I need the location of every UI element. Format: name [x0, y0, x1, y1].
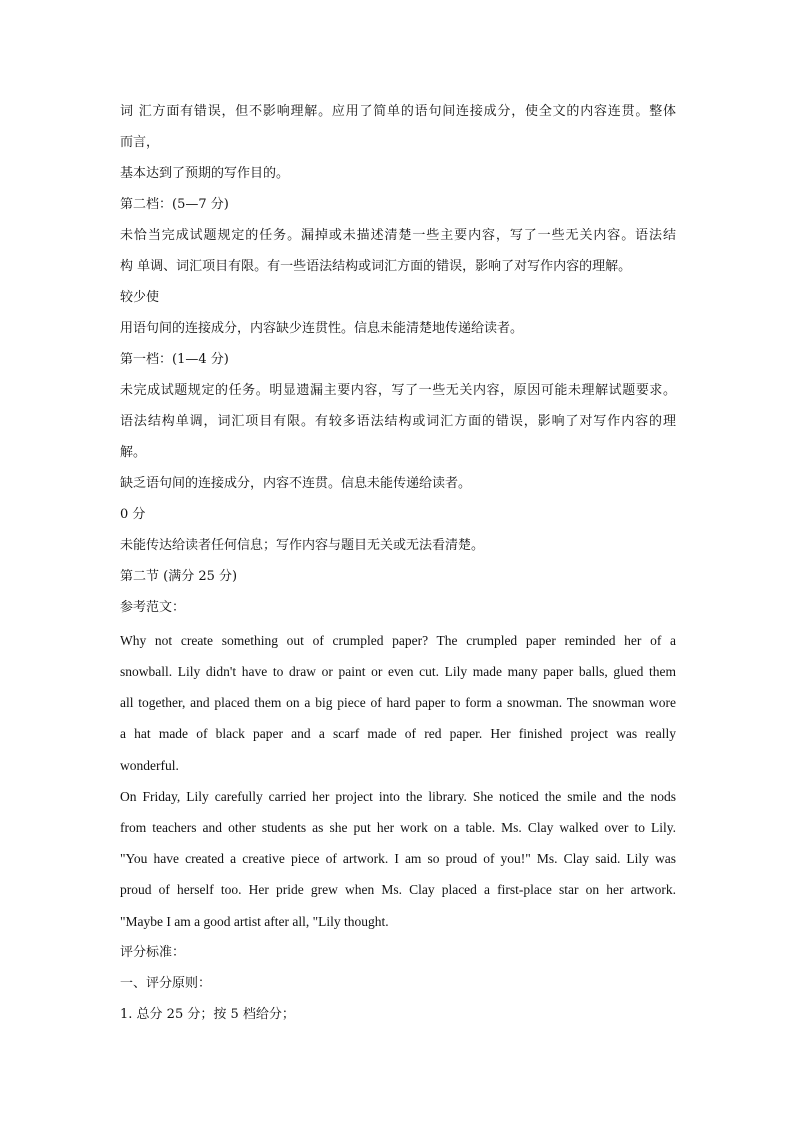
essay-line: wonderful.	[120, 758, 179, 773]
essay-line: proud of herself too. Her pride grew when Ms. Clay placed a first-place star on her artwork.	[120, 882, 676, 897]
text-line: 未能传达给读者任何信息；写作内容与题目无关或无法看清楚。	[120, 538, 485, 553]
text-line: 未恰当完成试题规定的任务。漏掉或未描述清楚一些主要内容，写了一些无关内容。语法结	[120, 228, 676, 243]
text-line: 解。	[120, 445, 147, 460]
text-line: 构 单调、词汇项目有限。有一些语法结构或词汇方面的错误，影响了对写作内容的理解。	[120, 259, 632, 274]
text-line: 未完成试题规定的任务。明显遗漏主要内容，写了一些无关内容，原因可能未理解试题要求。	[120, 383, 676, 398]
text-line: 词 汇方面有错误，但不影响理解。应用了简单的语句间连接成分，使全文的内容连贯。整体	[120, 104, 676, 119]
text-line: 而言，	[120, 135, 160, 150]
essay-line: "You have created a creative piece of artwork. I am so proud of you!" Ms. Clay said. Lily was	[120, 851, 676, 866]
text-line: 语法结构单调，词汇项目有限。有较多语法结构或词汇方面的错误，影响了对写作内容的理	[120, 414, 676, 429]
section-heading: 第一档：(1—4 分)	[120, 352, 229, 367]
essay-line: Why not create something out of crumpled paper? The crumpled paper reminded her of a	[120, 633, 676, 648]
text-line: 1. 总分 25 分；按 5 档给分；	[120, 1007, 295, 1022]
text-line: 缺乏语句间的连接成分，内容不连贯。信息未能传递给读者。	[120, 476, 472, 491]
section-heading: 评分标准：	[120, 945, 186, 960]
text-line: 基本达到了预期的写作目的。	[120, 166, 290, 181]
essay-line: from teachers and other students as she put her work on a table. Ms. Clay walked over to Lily.	[120, 820, 676, 835]
section-heading: 第二节 (满分 25 分)	[120, 569, 238, 584]
text-line: 用语句间的连接成分，内容缺少连贯性。信息未能清楚地传递给读者。	[120, 321, 524, 336]
essay-line: On Friday, Lily carefully carried her project into the library. She noticed the smile and the nods	[120, 789, 676, 804]
essay-line: snowball. Lily didn't have to draw or paint or even cut. Lily made many paper balls, glued them	[120, 664, 676, 679]
essay-line: all together, and placed them on a big piece of hard paper to form a snowman. The snowman wore	[120, 695, 676, 710]
essay-line: "Maybe I am a good artist after all, "Lily thought.	[120, 914, 389, 929]
section-heading: 一、评分原则：	[120, 976, 212, 991]
text-line: 较少使	[120, 290, 160, 305]
text-line: 参考范文：	[120, 600, 186, 615]
section-heading: 0 分	[120, 507, 146, 522]
section-heading: 第二档：(5—7 分)	[120, 197, 229, 212]
essay-line: a hat made of black paper and a scarf made of red paper. Her finished project was really	[120, 726, 676, 741]
